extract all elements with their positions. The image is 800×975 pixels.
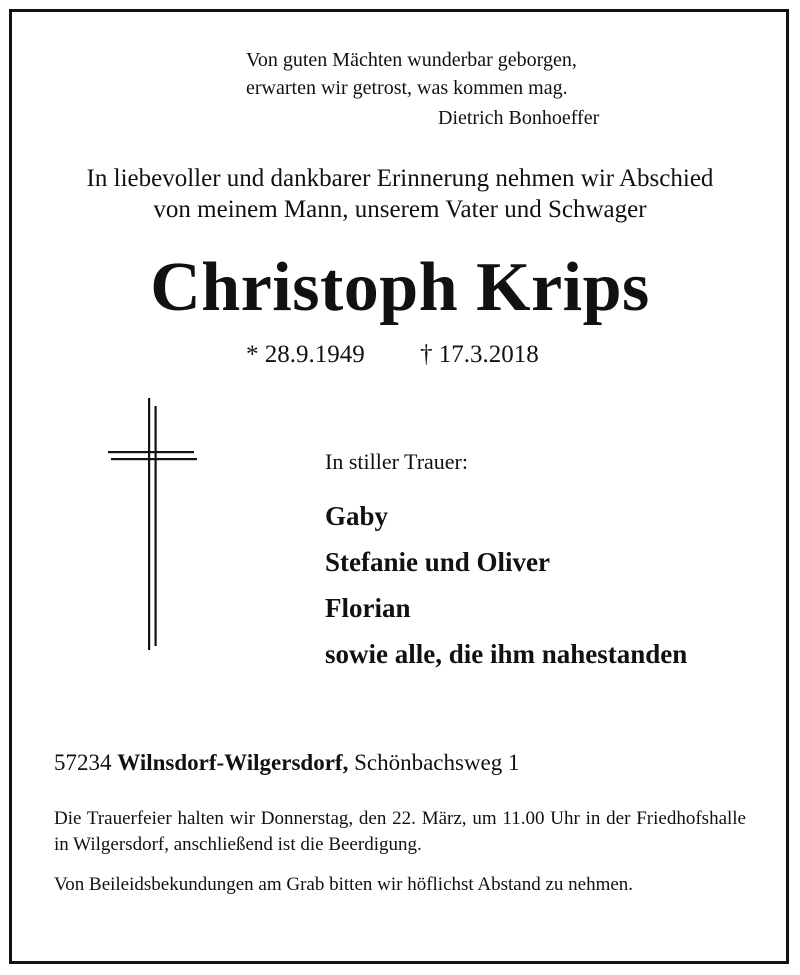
quote-author: Dietrich Bonhoeffer <box>438 107 600 129</box>
birth-date: * 28.9.1949 <box>246 341 365 368</box>
funeral-notice: Die Trauerfeier halten wir Donnerstag, den 22. März, um 11.00 Uhr in der Friedhofshalle in Wilgersdorf, anschließend ist die Beerdigung. <box>54 808 746 855</box>
postal-code: 57234 <box>54 750 112 775</box>
family-address <box>54 747 520 779</box>
mourner-name: sowie alle, die ihm nahestanden <box>325 639 688 669</box>
mourners-block <box>325 447 687 677</box>
death-date: 17.3.2018 <box>438 341 539 368</box>
mourner-name: Gaby <box>325 501 389 531</box>
latin-cross-icon <box>108 398 198 650</box>
deceased-name: Christoph Krips <box>150 249 650 326</box>
mourners-label: In stiller Trauer: <box>325 449 468 474</box>
intro-text <box>0 163 800 225</box>
quote-line-2: erwarten wir getrost, was kommen mag. <box>246 77 568 99</box>
street-name: Schönbachsweg 1 <box>354 750 520 775</box>
death-date-group <box>420 339 539 371</box>
bible-quote <box>246 46 600 129</box>
quote-line-1: Von guten Mächten wunderbar geborgen, <box>246 49 577 71</box>
city-name: Wilnsdorf-Wilgersdorf, <box>117 750 349 775</box>
death-symbol-icon: † <box>420 341 433 368</box>
condolence-notice: Von Beileidsbekundungen am Grab bitten wir höflichst Abstand zu nehmen. <box>54 874 634 895</box>
mourners-list <box>325 493 687 677</box>
intro-line-1: In liebevoller und dankbarer Erinnerung nehmen wir Abschied <box>86 165 714 192</box>
mourner-name: Florian <box>325 593 411 623</box>
mourner-name: Stefanie und Oliver <box>325 547 551 577</box>
intro-line-2: von meinem Mann, unserem Vater und Schwager <box>153 196 647 223</box>
